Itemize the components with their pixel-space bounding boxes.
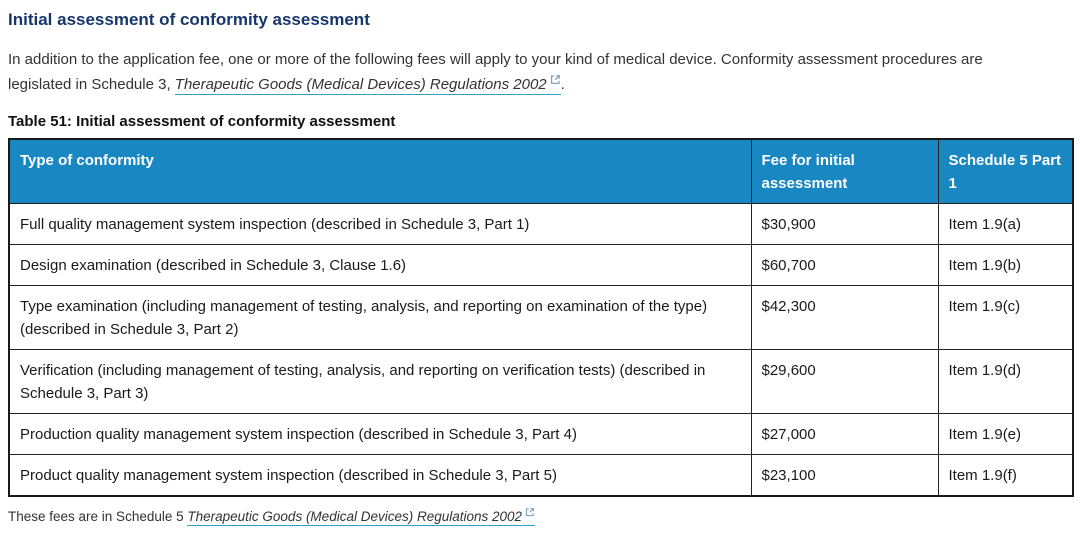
cell-fee: $29,600 bbox=[751, 350, 938, 414]
intro-text-after-link: . bbox=[560, 76, 565, 93]
table-row bbox=[9, 286, 1073, 350]
regulations-link-text: Therapeutic Goods (Medical Devices) Regulations 2002 bbox=[174, 76, 547, 93]
fees-table bbox=[8, 138, 1074, 497]
table-row bbox=[9, 455, 1073, 497]
external-link-icon bbox=[550, 74, 561, 85]
cell-conformity-type: Production quality management system inspection (described in Schedule 3, Part 4) bbox=[9, 414, 751, 455]
cell-fee: $60,700 bbox=[751, 245, 938, 286]
table-row bbox=[9, 204, 1073, 245]
table-header-row bbox=[9, 139, 1073, 204]
cell-schedule-item: Item 1.9(a) bbox=[938, 204, 1073, 245]
cell-schedule-item: Item 1.9(e) bbox=[938, 414, 1073, 455]
cell-conformity-type: Design examination (described in Schedule 3, Clause 1.6) bbox=[9, 245, 751, 286]
cell-fee: $27,000 bbox=[751, 414, 938, 455]
cell-schedule-item: Item 1.9(f) bbox=[938, 455, 1073, 497]
cell-conformity-type: Product quality management system inspection (described in Schedule 3, Part 5) bbox=[9, 455, 751, 497]
cell-fee: $30,900 bbox=[751, 204, 938, 245]
table-row bbox=[9, 414, 1073, 455]
footnote-regulations-link[interactable] bbox=[187, 509, 535, 526]
cell-fee: $23,100 bbox=[751, 455, 938, 497]
intro-text-before-link: In addition to the application fee, one or more of the following fees will apply to your kind of medical device. Conformity assessment procedures are legislated in Schedule 3, bbox=[8, 51, 983, 93]
regulations-link[interactable] bbox=[175, 76, 561, 95]
column-header-type-of-conformity: Type of conformity bbox=[9, 139, 751, 204]
cell-schedule-item: Item 1.9(c) bbox=[938, 286, 1073, 350]
table-row bbox=[9, 350, 1073, 414]
cell-fee: $42,300 bbox=[751, 286, 938, 350]
page-title: Initial assessment of conformity assessment bbox=[8, 10, 370, 29]
external-link-icon bbox=[525, 507, 535, 517]
table-row bbox=[9, 245, 1073, 286]
cell-schedule-item: Item 1.9(d) bbox=[938, 350, 1073, 414]
cell-schedule-item: Item 1.9(b) bbox=[938, 245, 1073, 286]
column-header-fee: Fee for initial assessment bbox=[751, 139, 938, 204]
table-caption: Table 51: Initial assessment of conformity assessment bbox=[8, 113, 396, 130]
cell-conformity-type: Full quality management system inspection (described in Schedule 3, Part 1) bbox=[9, 204, 751, 245]
intro-paragraph bbox=[8, 47, 1032, 97]
cell-conformity-type: Verification (including management of testing, analysis, and reporting on verification tests) (described in Schedule 3, Part 3) bbox=[9, 350, 751, 414]
column-header-schedule: Schedule 5 Part 1 bbox=[938, 139, 1073, 204]
footnote bbox=[8, 508, 1072, 526]
footnote-text-before-link: These fees are in Schedule 5 bbox=[8, 509, 188, 524]
footnote-regulations-link-text: Therapeutic Goods (Medical Devices) Regulations 2002 bbox=[187, 509, 523, 524]
cell-conformity-type: Type examination (including management of testing, analysis, and reporting on examination of the type) (described in Schedule 3, Part 2) bbox=[9, 286, 751, 350]
